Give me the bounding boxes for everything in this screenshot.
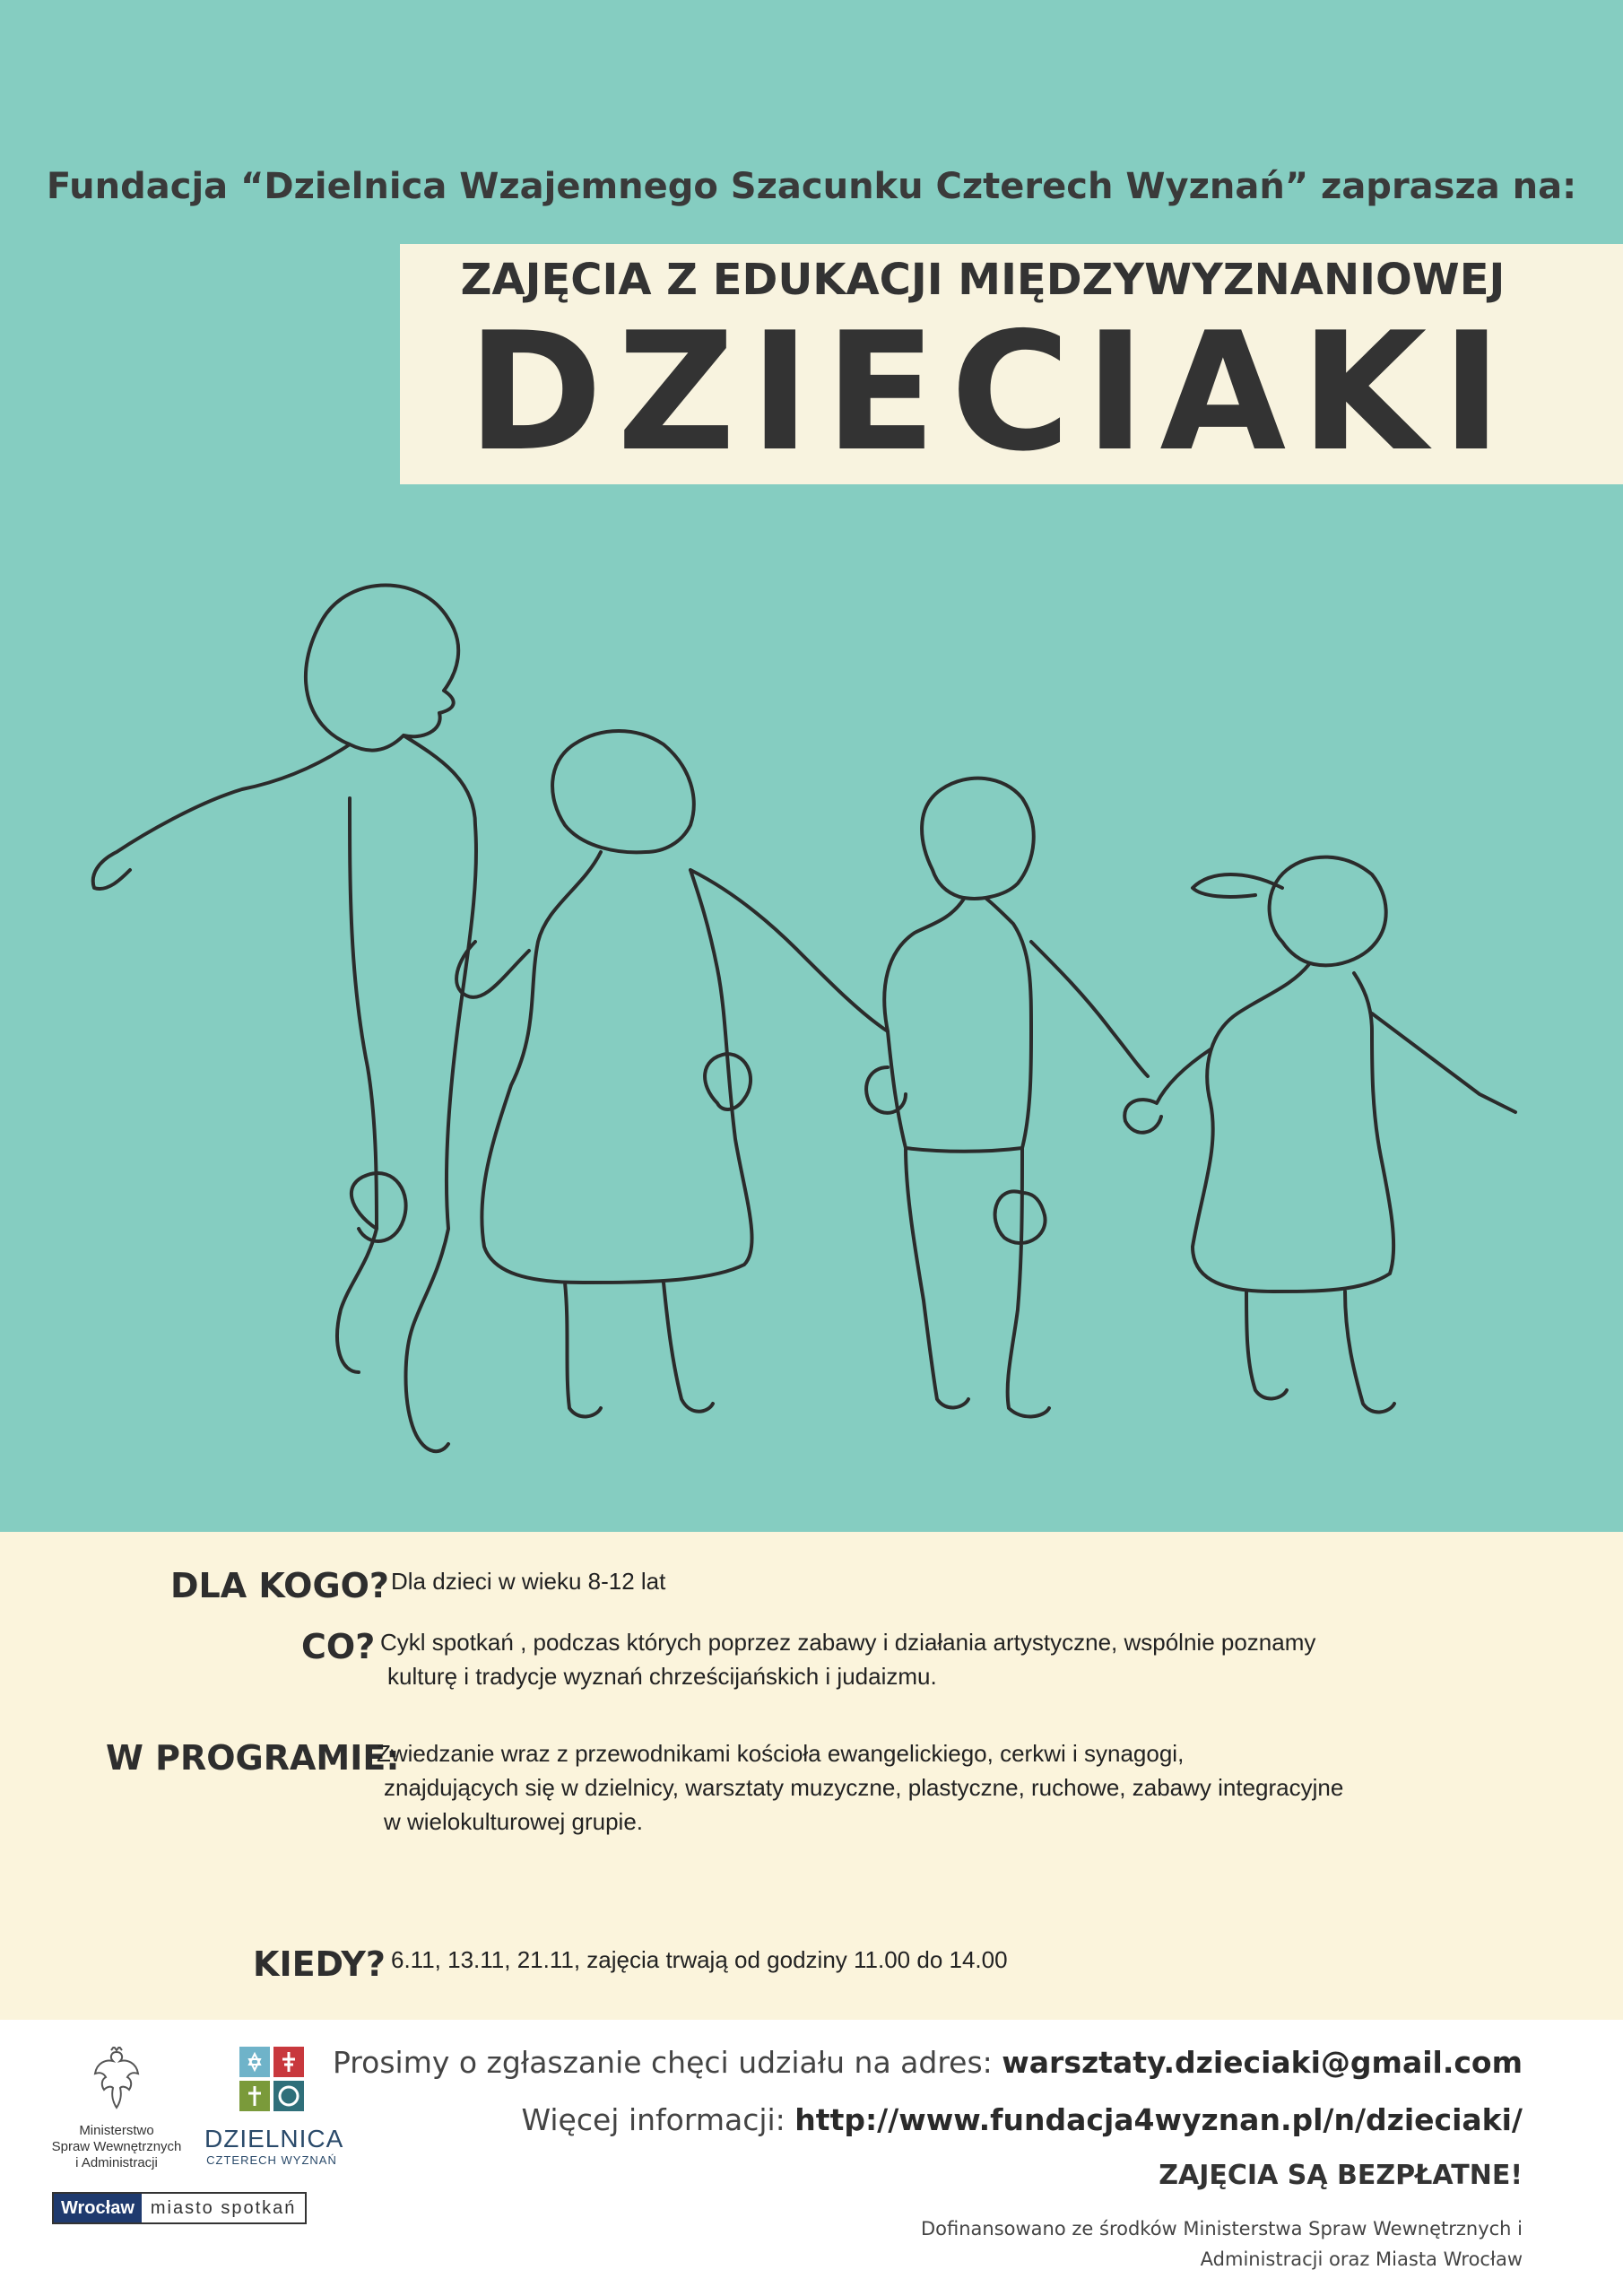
title-box (400, 244, 1623, 487)
register-line: Prosimy o zgłaszanie chęci udziału na adres: warsztaty.dzieciaki@gmail.com (332, 2045, 1523, 2080)
info-line: Więcej informacji: http://www.fundacja4wyznan.pl/n/dzieciaki/ (521, 2102, 1523, 2137)
program-label: W PROGRAMIE: (106, 1738, 400, 1778)
wroclaw-word: Wrocław (54, 2194, 142, 2222)
footer (0, 2020, 1623, 2296)
subtitle: ZAJĘCIA Z EDUKACJI MIĘDZYWYZNANIOWEJ (460, 255, 1506, 305)
main-title: DZIECIAKI (467, 297, 1516, 487)
wroclaw-logo (52, 2192, 307, 2224)
info-url-link[interactable]: http://www.fundacja4wyznan.pl/n/dzieciaki/ (794, 2102, 1523, 2137)
child-figure-4 (1124, 857, 1515, 1413)
who-label: DLA KOGO? (170, 1566, 389, 1605)
register-email-link[interactable]: warsztaty.dzieciaki@gmail.com (1002, 2045, 1523, 2080)
eagle-emblem-icon (90, 2047, 143, 2111)
wroclaw-tagline: miasto spotkań (142, 2194, 306, 2222)
child-figure-3 (866, 778, 1148, 1417)
when-label: KIEDY? (253, 1944, 386, 1984)
when-text: 6.11, 13.11, 21.11, zajęcia trwają od godziny 11.00 do 14.00 (391, 1946, 1008, 1973)
what-text: Cykl spotkań , podczas których poprzez zabawy i działania artystyczne, wspólnie poznamy kulturę i tradycje wyznań chrześcijańskich i judaizmu. (380, 1629, 1316, 1690)
child-figure-1 (93, 586, 476, 1452)
ministry-logo (36, 2047, 197, 2171)
funding-note: Dofinansowano ze środków Ministerstwa Spraw Wewnętrznych i Administracji oraz Miasta Wrocław (920, 2218, 1523, 2270)
details-panel (0, 1532, 1623, 2020)
who-text: Dla dzieci w wieku 8-12 lat (391, 1568, 666, 1595)
dzielnica-sub: CZTERECH WYZNAŃ (206, 2153, 337, 2167)
invitation-line: Fundacja “Dzielnica Wzajemnego Szacunku Czterech Wyznań” zaprasza na: (46, 166, 1577, 207)
free-notice: ZAJĘCIA SĄ BEZPŁATNE! (1159, 2160, 1523, 2191)
ministry-line-1: Ministerstwo (79, 2123, 154, 2138)
four-faiths-tiles-icon (236, 2043, 308, 2115)
ministry-line-2: Spraw Wewnętrznych (51, 2139, 182, 2154)
what-label: CO? (301, 1627, 376, 1666)
dzielnica-word: DZIELNICA (204, 2125, 344, 2152)
program-text: Zwiedzanie wraz z przewodnikami kościoła ewangelickiego, cerkwi i synagogi, znajdujących się w dzielnicy, warsztaty muzyczne, plastyczne, ruchowe, zabawy integracyjne w wielokulturowej grupie. (377, 1740, 1344, 1835)
ministry-line-3: i Administracji (75, 2155, 158, 2170)
children-line-drawing-icon (81, 565, 1524, 1480)
dzielnica-logo (204, 2043, 344, 2167)
child-figure-2 (456, 731, 888, 1416)
